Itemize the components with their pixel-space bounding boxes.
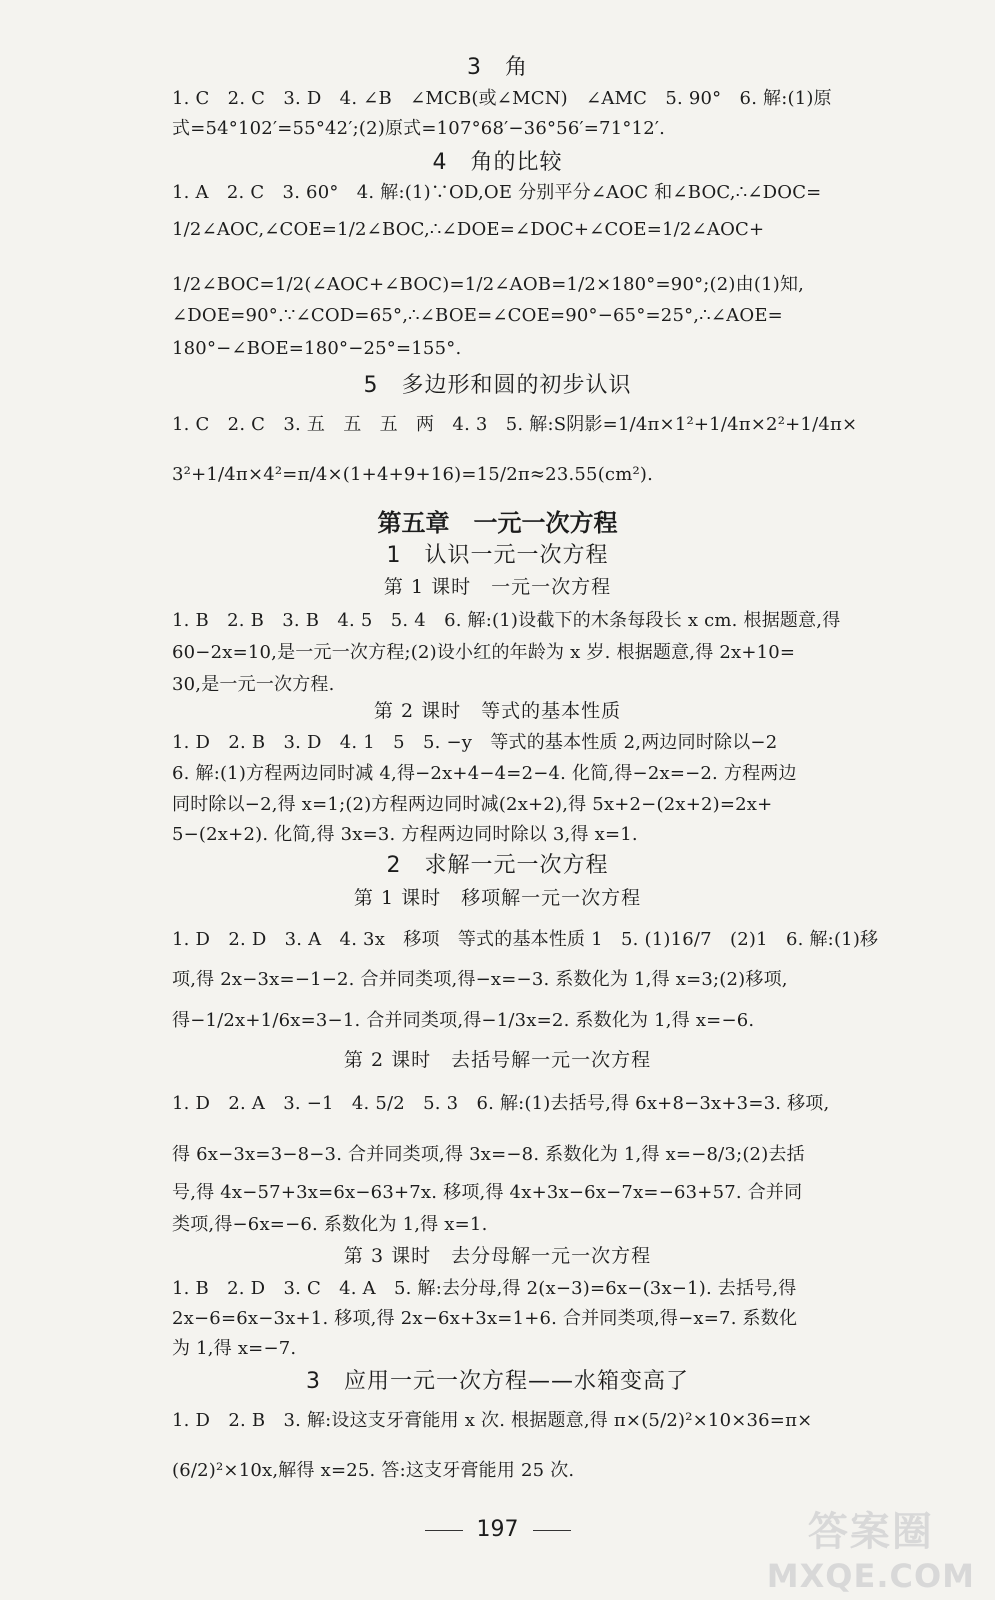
watermark-url: MXQE.COM	[766, 1557, 975, 1595]
page-number-value: 197	[476, 1517, 519, 1542]
answer-line: 项,得 2x−3x=−1−2. 合并同类项,得−x=−3. 系数化为 1,得 x=3;(2)移项,	[172, 969, 788, 990]
answer-line: 6. 解:(1)方程两边同时减 4,得−2x+4−4=2−4. 化简,得−2x=−2. 方程两边	[172, 763, 797, 784]
page-number-left-rule	[425, 1530, 463, 1531]
answer-line: (6/2)²×10x,解得 x=25. 答:这支牙膏能用 25 次.	[172, 1460, 575, 1481]
answer-line: 1. A 2. C 3. 60° 4. 解:(1)∵OD,OE 分别平分∠AOC 和∠BOC,∴∠DOC=	[172, 182, 822, 203]
answer-line: 1/2∠AOC,∠COE=1/2∠BOC,∴∠DOE=∠DOC+∠COE=1/2∠AOC+	[172, 219, 765, 240]
page-number-right-rule	[533, 1530, 571, 1531]
answer-line: 同时除以−2,得 x=1;(2)方程两边同时减(2x+2),得 5x+2−(2x+2)=2x+	[172, 794, 773, 815]
answer-line: 得−1/2x+1/6x=3−1. 合并同类项,得−1/3x=2. 系数化为 1,得 x=−6.	[172, 1010, 755, 1031]
watermark	[767, 1500, 975, 1595]
answer-line: 1. C 2. C 3. D 4. ∠B ∠MCB(或∠MCN) ∠AMC 5. 90° 6. 解:(1)原	[172, 88, 832, 109]
section-5-title: 5 多边形和圆的初步认识	[363, 373, 632, 398]
answer-line: 1. B 2. B 3. B 4. 5 5. 4 6. 解:(1)设截下的木条每段长 x cm. 根据题意,得	[172, 610, 841, 631]
answer-line: 180°−∠BOE=180°−25°=155°.	[172, 338, 462, 359]
lesson-5-2-1-title: 第 1 课时 移项解一元一次方程	[353, 887, 642, 909]
chapter-5-title: 第五章 一元一次方程	[377, 509, 618, 537]
lesson-5-2-3-title: 第 3 课时 去分母解一元一次方程	[343, 1245, 652, 1267]
answer-line: 1. D 2. D 3. A 4. 3x 移项 等式的基本性质 1 5. (1)16/7 (2)1 6. 解:(1)移	[172, 929, 879, 950]
answer-line: 类项,得−6x=−6. 系数化为 1,得 x=1.	[172, 1214, 488, 1235]
watermark-logo-text: 答案圈	[807, 1509, 934, 1555]
answer-line: 1. C 2. C 3. 五 五 五 两 4. 3 5. 解:S阴影=1/4π×1²+1/4π×2²+1/4π×	[172, 414, 858, 435]
answer-line: 式=54°102′=55°42′;(2)原式=107°68′−36°56′=71°12′.	[172, 118, 666, 139]
answer-line: ∠DOE=90°.∵∠COD=65°,∴∠BOE=∠COE=90°−65°=25°,∴∠AOE=	[172, 305, 783, 326]
section-5-2-title: 2 求解一元一次方程	[386, 853, 609, 878]
section-5-3-title: 3 应用一元一次方程——水箱变高了	[306, 1369, 689, 1394]
section-5-1-title: 1 认识一元一次方程	[386, 543, 609, 568]
answer-line: 60−2x=10,是一元一次方程;(2)设小红的年龄为 x 岁. 根据题意,得 2x+10=	[172, 642, 796, 663]
answer-line: 为 1,得 x=−7.	[172, 1338, 297, 1359]
answer-line: 30,是一元一次方程.	[172, 674, 335, 695]
answer-line: 1. D 2. A 3. −1 4. 5/2 5. 3 6. 解:(1)去括号,得 6x+8−3x+3=3. 移项,	[172, 1093, 830, 1114]
answer-line: 5−(2x+2). 化简,得 3x=3. 方程两边同时除以 3,得 x=1.	[172, 824, 638, 845]
answer-line: 2x−6=6x−3x+1. 移项,得 2x−6x+3x=1+6. 合并同类项,得−x=7. 系数化	[172, 1308, 798, 1329]
answer-line: 3²+1/4π×4²=π/4×(1+4+9+16)=15/2π≈23.55(cm²).	[172, 464, 654, 485]
answer-line: 1. D 2. B 3. D 4. 1 5 5. −y 等式的基本性质 2,两边同时除以−2	[172, 732, 778, 753]
answer-line: 1. B 2. D 3. C 4. A 5. 解:去分母,得 2(x−3)=6x−(3x−1). 去括号,得	[172, 1278, 797, 1299]
answer-line: 得 6x−3x=3−8−3. 合并同类项,得 3x=−8. 系数化为 1,得 x=−8/3;(2)去括	[172, 1144, 805, 1165]
answer-line: 号,得 4x−57+3x=6x−63+7x. 移项,得 4x+3x−6x−7x=−63+57. 合并同	[172, 1182, 803, 1203]
section-3-title: 3 角	[467, 55, 528, 80]
answer-line: 1. D 2. B 3. 解:设这支牙膏能用 x 次. 根据题意,得 π×(5/2)²×10×36=π×	[172, 1410, 813, 1431]
lesson-5-1-1-title: 第 1 课时 一元一次方程	[383, 576, 612, 598]
lesson-5-2-2-title: 第 2 课时 去括号解一元一次方程	[343, 1049, 652, 1071]
section-4-title: 4 角的比较	[432, 150, 563, 175]
lesson-5-1-2-title: 第 2 课时 等式的基本性质	[373, 700, 622, 722]
answer-line: 1/2∠BOC=1/2(∠AOC+∠BOC)=1/2∠AOB=1/2×180°=90°;(2)由(1)知,	[172, 274, 805, 295]
